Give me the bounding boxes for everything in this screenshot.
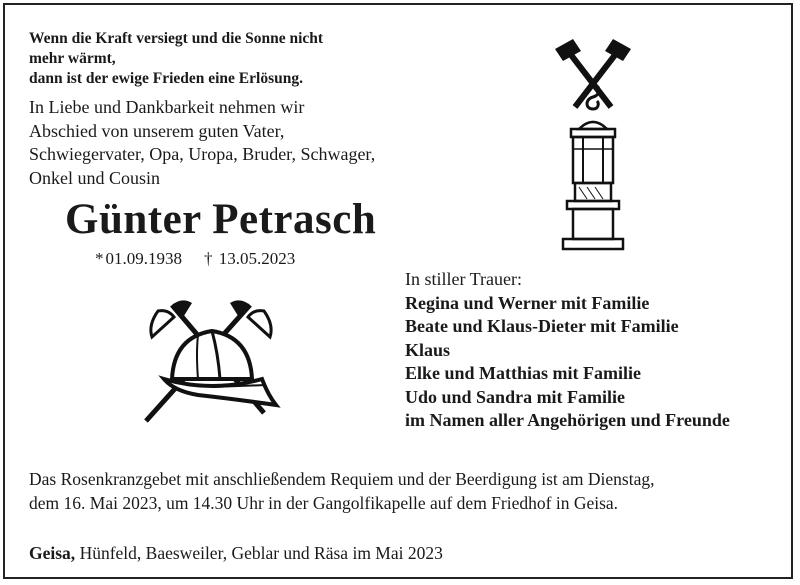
quote-line: dann ist der ewige Frieden eine Erlösung.	[29, 70, 303, 87]
deceased-name: Günter Petrasch	[65, 196, 377, 243]
intro-line: Onkel und Cousin	[29, 167, 161, 188]
intro-line: Abschied von unserem guten Vater,	[29, 120, 285, 141]
service-info	[29, 468, 789, 515]
mourners-list	[405, 268, 795, 433]
mourner-entry: Klaus	[405, 339, 451, 360]
mourner-entry: Udo und Sandra mit Familie	[405, 386, 626, 407]
mourner-entry: Beate und Klaus-Dieter mit Familie	[405, 316, 679, 336]
intro-line: Schwiegervater, Opa, Uropa, Bruder, Schwager,	[29, 144, 376, 164]
life-dates	[95, 249, 295, 269]
miners-lamp-hammer-icon	[553, 37, 633, 251]
mourner-entry: im Namen aller Angehörigen und Freunde	[405, 410, 730, 430]
firefighter-helmet-axes-icon	[138, 297, 286, 427]
mourner-entry: Regina und Werner mit Familie	[405, 292, 650, 313]
quote-line: Wenn die Kraft versiegt und die Sonne nicht	[29, 30, 324, 47]
service-line: Das Rosenkranzgebet mit anschließendem Requiem und der Beerdigung ist am Dienstag,	[29, 469, 655, 489]
memorial-quote	[29, 29, 389, 89]
service-line: dem 16. Mai 2023, um 14.30 Uhr in der Gangolfikapelle auf dem Friedhof in Geisa.	[29, 492, 619, 513]
birth-date: 01.09.1938	[105, 249, 182, 268]
mourner-entry: Elke und Matthias mit Familie	[405, 363, 642, 383]
places-date-line	[29, 543, 443, 564]
quote-line: mehr wärmt,	[29, 50, 116, 67]
footer-place: Geisa,	[29, 543, 76, 563]
mourners-label: In stiller Trauer:	[405, 269, 522, 289]
footer-rest: Hünfeld, Baesweiler, Geblar und Räsa im Mai 2023	[75, 543, 443, 563]
obituary-notice	[3, 3, 793, 579]
intro-line: In Liebe und Dankbarkeit nehmen wir	[29, 97, 305, 117]
birth-symbol: *	[95, 249, 104, 268]
intro-text	[29, 96, 409, 190]
death-symbol: †	[204, 249, 213, 268]
death-date: 13.05.2023	[218, 249, 296, 268]
